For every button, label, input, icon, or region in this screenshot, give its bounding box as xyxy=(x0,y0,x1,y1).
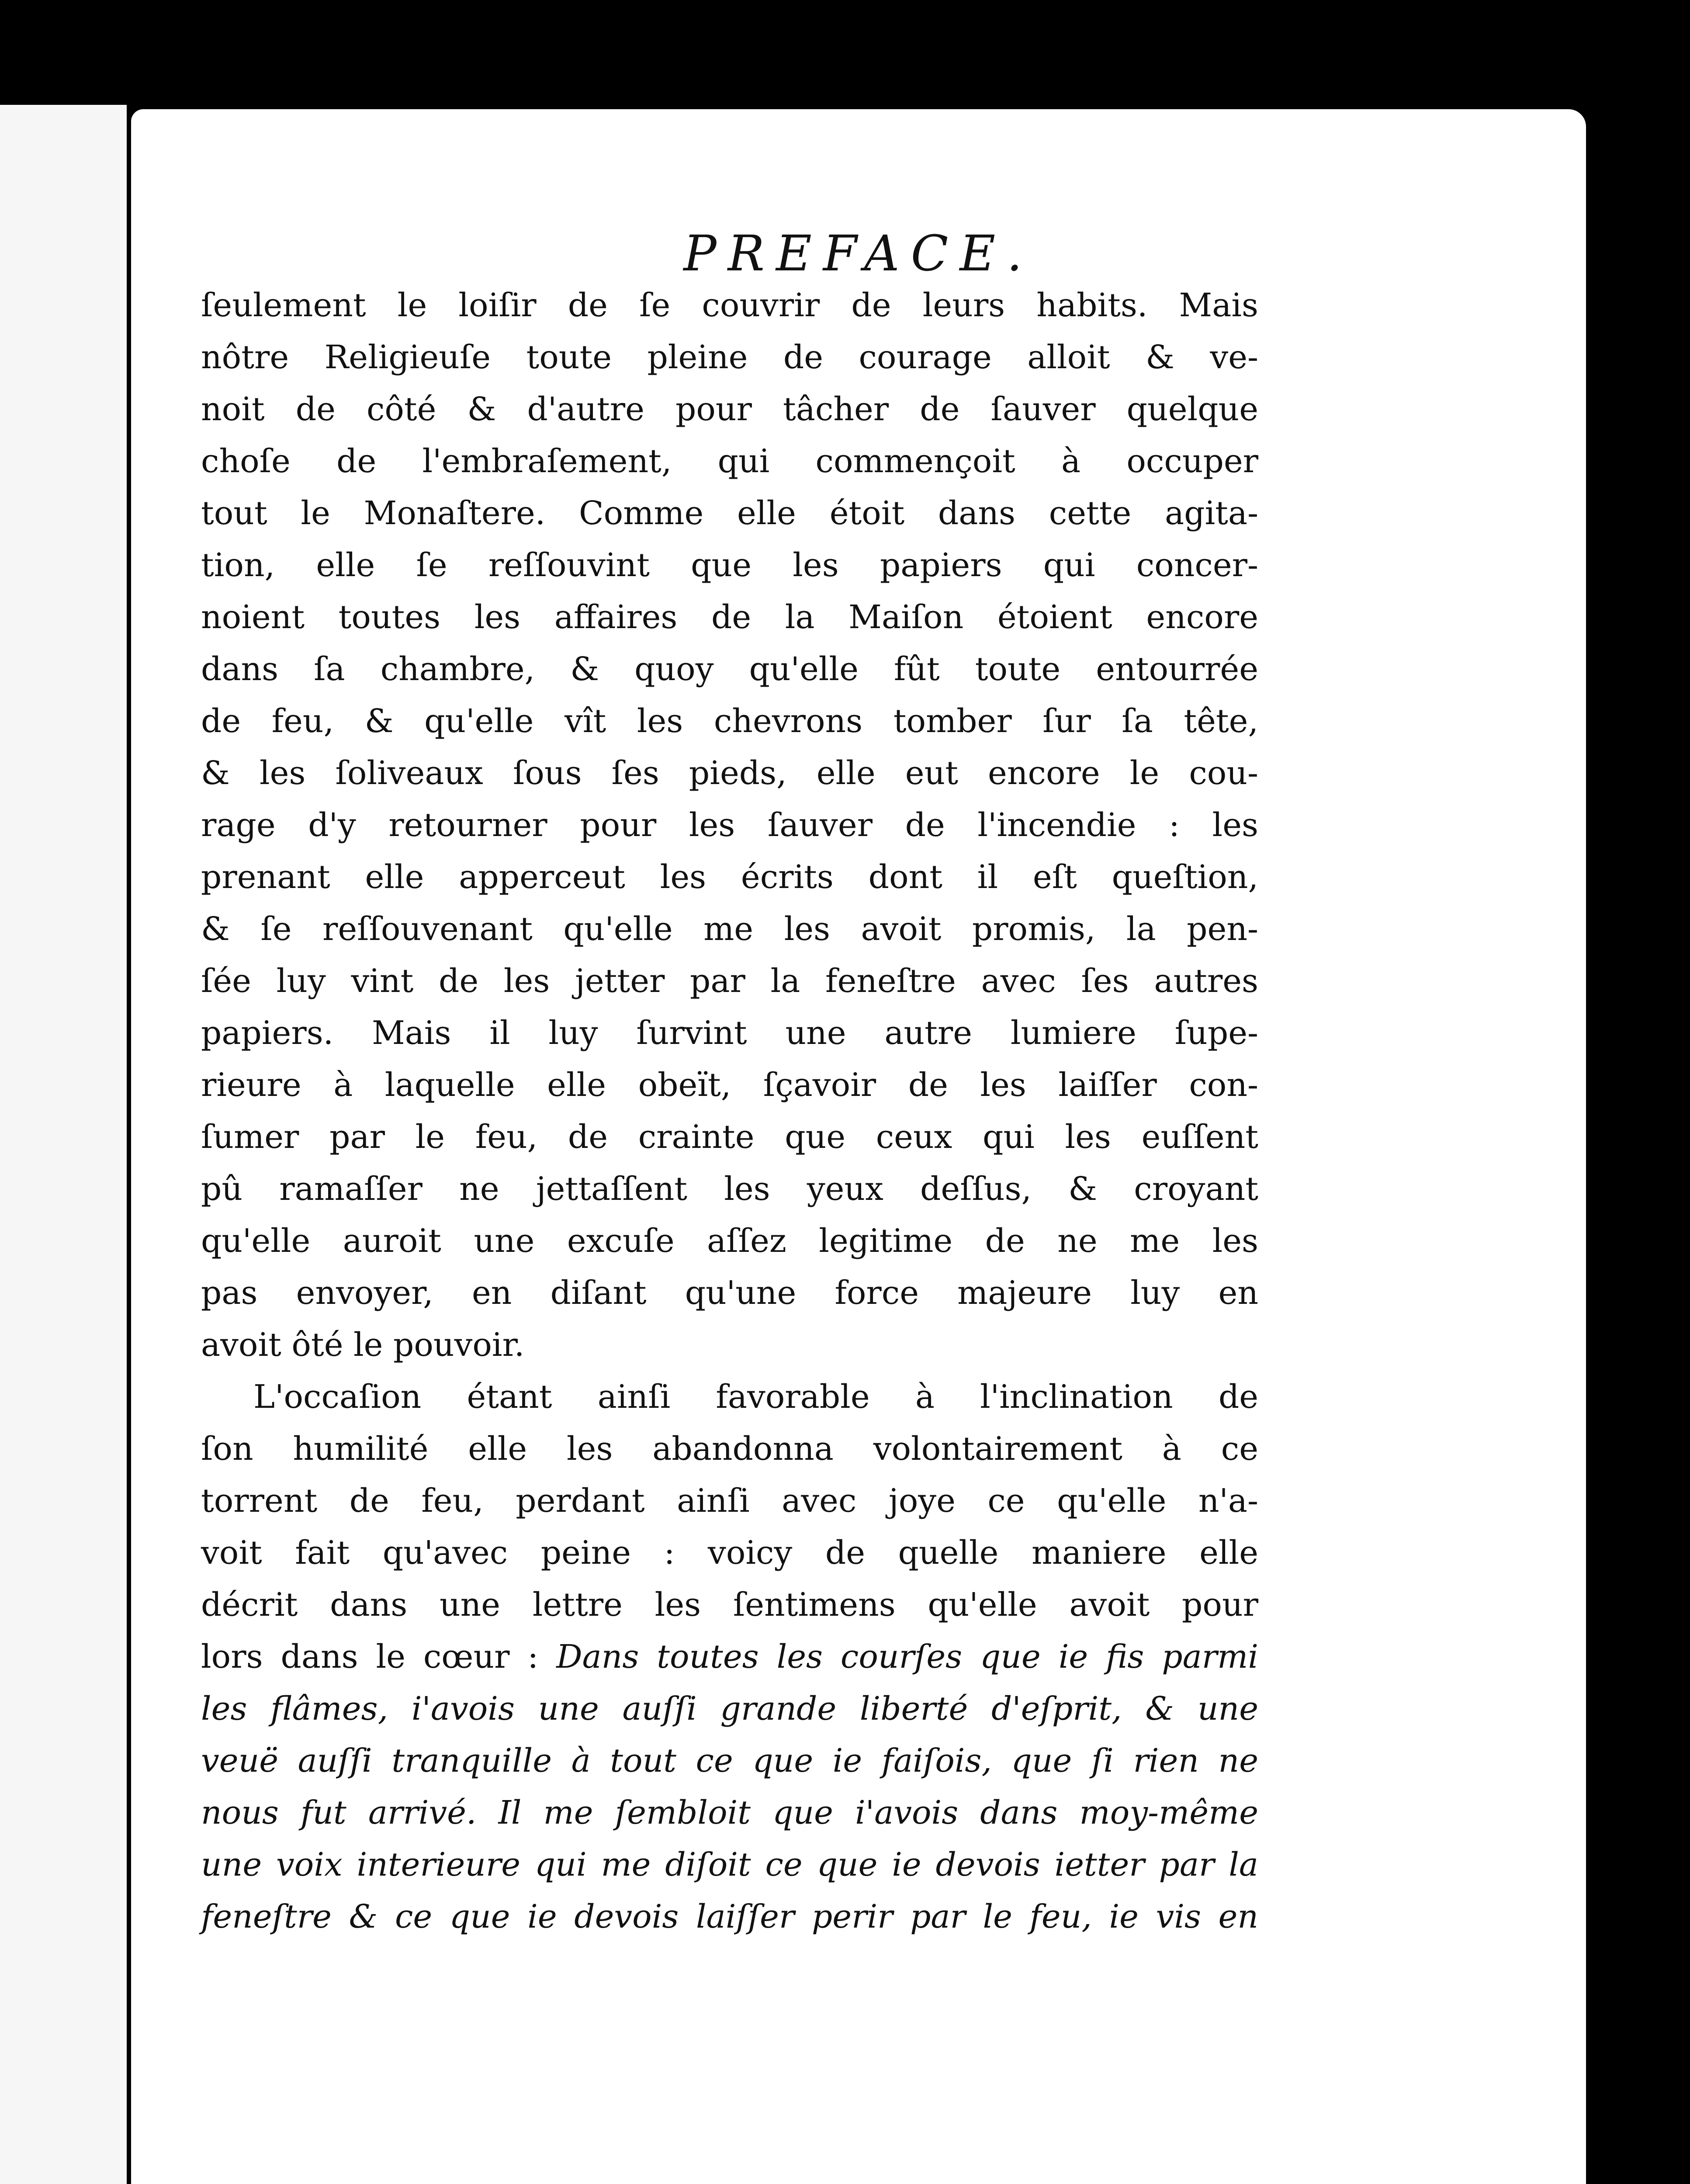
text-line: de feu, & qu'elle vît les chevrons tomber ſur ſa tête, xyxy=(201,702,1258,740)
text-line: noient toutes les affaires de la Maiſon étoient encore xyxy=(201,598,1258,636)
text-line: décrit dans une lettre les ſentimens qu'elle avoit pour xyxy=(201,1586,1258,1624)
text-line: ſeulement le loiſir de ſe couvrir de leurs habits. Mais xyxy=(201,287,1258,324)
text-line: ſumer par le feu, de crainte que ceux qui les euſſent xyxy=(201,1118,1258,1156)
quote-line: feneſtre & ce que ie devois laiſſer perir par le feu, ie vis en xyxy=(201,1898,1258,1935)
text-line: ſée luy vint de les jetter par la feneſtre avec ſes autres xyxy=(201,962,1258,1000)
text-line: L'occaſion étant ainſi favorable à l'inclination de xyxy=(253,1378,1258,1416)
text-line: qu'elle auroit une excuſe aſſez legitime de ne me les xyxy=(201,1222,1258,1260)
text-line: dans ſa chambre, & quoy qu'elle fût toute entourrée xyxy=(201,650,1258,688)
quote-line: nous fut arrivé. Il me ſembloit que i'avois dans moy-même xyxy=(201,1794,1258,1832)
roman-segment: lors dans le cœur : xyxy=(201,1638,557,1676)
text-line: & les ſoliveaux ſous ſes pieds, elle eut encore le cou- xyxy=(201,754,1258,792)
text-line: pû ramaſſer ne jettaſſent les yeux deſſus, & croyant xyxy=(201,1170,1258,1208)
text-line: voit fait qu'avec peine : voicy de quelle maniere elle xyxy=(201,1534,1258,1572)
book-page xyxy=(131,109,1586,2184)
text-line: pas envoyer, en diſant qu'une force majeure luy en xyxy=(201,1274,1258,1312)
text-line: nôtre Religieuſe toute pleine de courage alloit & ve- xyxy=(201,339,1258,376)
text-line: avoit ôté le pouvoir. xyxy=(201,1326,525,1364)
running-title: PREFACE. xyxy=(683,225,1034,282)
page-body xyxy=(201,280,1258,1943)
text-line: ſon humilité elle les abandonna volontairement à ce xyxy=(201,1430,1258,1468)
text-line: & ſe reſſouvenant qu'elle me les avoit promis, la pen- xyxy=(201,910,1258,948)
text-line: papiers. Mais il luy ſurvint une autre lumiere ſupe- xyxy=(201,1014,1258,1052)
paragraph-1 xyxy=(201,280,1258,1371)
adjacent-page-edge xyxy=(0,105,127,2184)
text-line: torrent de feu, perdant ainſi avec joye ce qu'elle n'a- xyxy=(201,1482,1258,1520)
text-line: tion, elle ſe reſſouvint que les papiers qui concer- xyxy=(201,546,1258,584)
text-line: rieure à laquelle elle obeït, ſçavoir de les laiſſer con- xyxy=(201,1066,1258,1104)
quote-line: une voix interieure qui me diſoit ce que ie devois ietter par la xyxy=(201,1846,1258,1883)
text-line: tout le Monaſtere. Comme elle étoit dans cette agita- xyxy=(201,494,1258,532)
italic-quote-segment: Dans toutes les courſes que ie fis parmi xyxy=(556,1638,1258,1676)
text-line: rage d'y retourner pour les ſauver de l'incendie : les xyxy=(201,806,1258,844)
quote-line: les flâmes, i'avois une auſſi grande liberté d'eſprit, & une xyxy=(201,1690,1258,1728)
text-line: choſe de l'embraſement, qui commençoit à occuper xyxy=(201,442,1258,480)
paragraph-2 xyxy=(201,1371,1258,1943)
text-line-mixed xyxy=(201,1631,1258,1683)
text-line: prenant elle apperceut les écrits dont il eſt queſtion, xyxy=(201,858,1258,896)
text-line: noit de côté & d'autre pour tâcher de ſauver quelque xyxy=(201,390,1258,428)
quote-line: veuë auſſi tranquille à tout ce que ie faiſois, que ſi rien ne xyxy=(201,1742,1258,1780)
